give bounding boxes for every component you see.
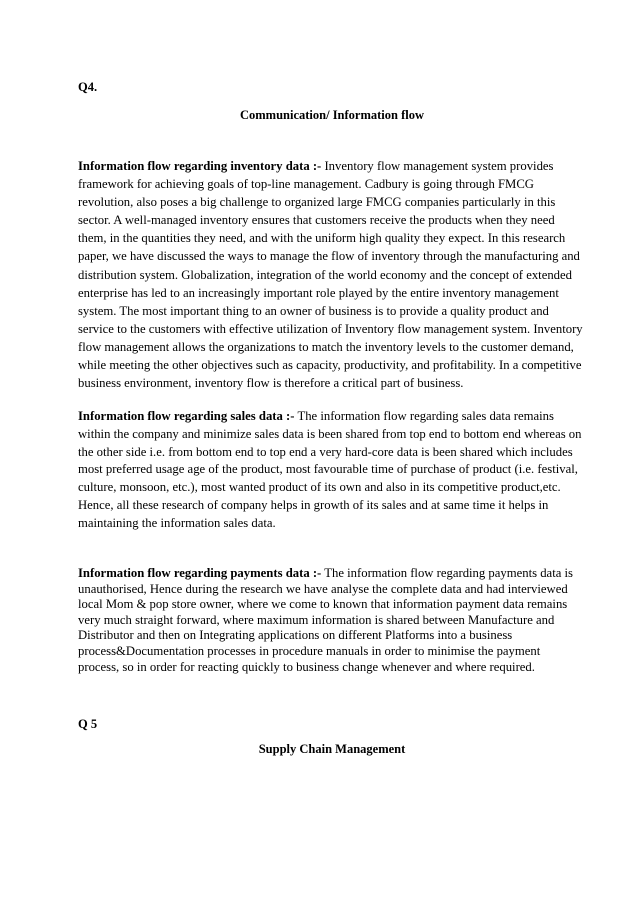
inventory-text: Inventory flow management system provides framework for achieving goals of top-line management. Cadbury is going through FMCG revolution, also poses a big challenge to organized large FMCG companies particularly in this sector. A well-managed inventory ensures that customers receive the products when they need them, in the quantities they need, and with the uniform high quality they expect. In this research paper, we have discussed the ways to manage the flow of inventory through the manufacturing and distribution system. Globalization, integration of the world economy and the concept of extended enterprise has led to an increasingly important role played by the entire inventory management system. The most important thing to an owner of business is to provide a quality product and service to the customers with effective utilization of Inventory flow management system. Inventory flow management allows the organizations to match the inventory levels to the customer demand, while meeting the other objectives such as capacity, productivity, and profitability. In a competitive business environment, inventory flow is therefore a critical part of business. xyxy=(78,159,583,391)
inventory-paragraph xyxy=(78,157,584,392)
sales-paragraph xyxy=(78,408,584,533)
communication-heading: Communication/ Information flow xyxy=(239,108,425,122)
payments-lead: Information flow regarding payments data :- xyxy=(78,566,322,580)
supply-chain-heading: Supply Chain Management xyxy=(258,742,406,756)
question-5-label: Q 5 xyxy=(78,717,98,731)
payments-paragraph xyxy=(78,566,584,675)
payments-text: The information flow regarding payments data is unauthorised, Hence during the research we have analyse the complete data and had interviewed local Mom & pop store owner, where we come to known that information payment data remains very much straight forward, where maximum information is shared between Manufacture and Distributor and then on Integrating applications on different Platforms into a business process&Documentation processes in procedure manuals in order to minimise the payment process, so in order for reacting quickly to business change whenever and where required. xyxy=(78,566,573,674)
inventory-lead: Information flow regarding inventory data :- xyxy=(78,159,322,173)
sales-text: The information flow regarding sales data remains within the company and minimize sales data is been shared from top end to bottom end whereas on the other side i.e. from bottom end to top end a very hard-core data is been shared which includes most preferred usage age of the product, most favourable time of purchase of product (i.e. festival, culture, monsoon, etc.), most wanted product of its own and also in its competitive product,etc. Hence, all these research of company helps in growth of its sales and at same time it helps in maintaining the information sales data. xyxy=(78,409,582,530)
question-4-label: Q4. xyxy=(78,80,98,94)
sales-lead: Information flow regarding sales data :- xyxy=(78,409,295,423)
